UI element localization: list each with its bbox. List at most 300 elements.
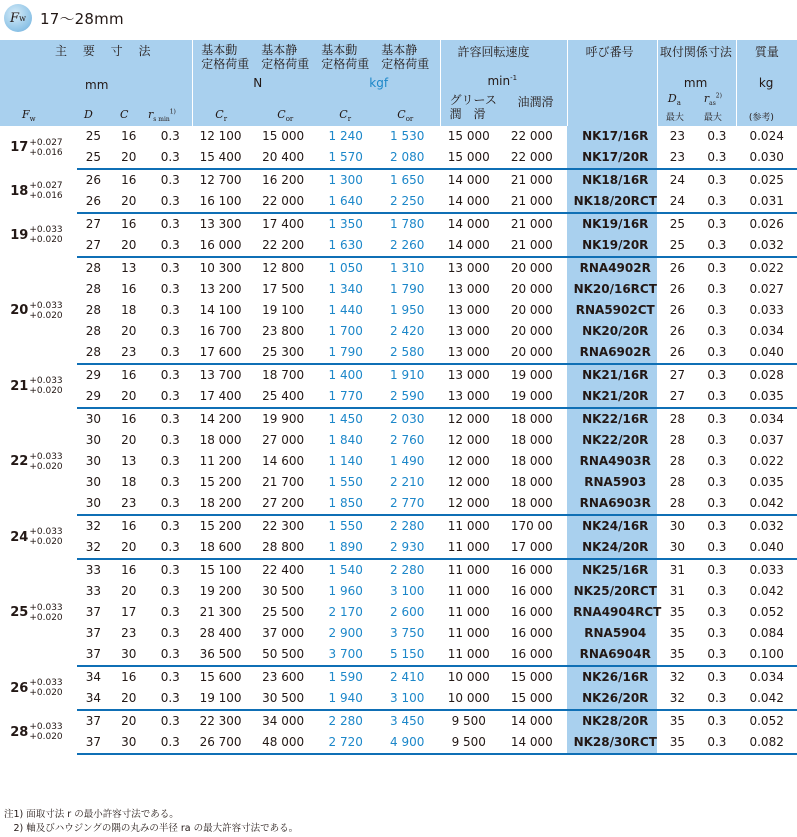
- cor-kgf-cell: 2 410: [390, 670, 425, 684]
- chamfer-cell: 0.3: [160, 368, 180, 382]
- outer-dia-cell: 28: [77, 342, 110, 364]
- designation-cell: RNA4904RCT: [567, 602, 657, 623]
- dyn2: 定格荷重: [201, 57, 250, 71]
- da-max-cell: 28: [669, 454, 686, 468]
- speed-oil-cell: 16 000: [510, 626, 553, 640]
- da-max-cell: 26: [669, 282, 686, 296]
- designation-cell: NK28/30RCT: [567, 732, 657, 754]
- outer-dia-cell: 37: [77, 644, 110, 666]
- fw-letter: F: [22, 108, 30, 121]
- mass-cell: 0.042: [736, 493, 797, 515]
- tol-upper: +0.033: [29, 602, 63, 613]
- da-max-cell: 26: [669, 324, 686, 338]
- width-cell: 20: [110, 147, 148, 169]
- width-cell: 20: [110, 235, 148, 257]
- speed-grease-cell: 12 000: [447, 454, 490, 468]
- tol-upper: +0.027: [29, 137, 63, 148]
- speed-oil-cell: 17 000: [503, 537, 568, 559]
- table-row: [0, 559, 797, 581]
- cor-kgf-cell: 3 750: [390, 626, 425, 640]
- outer-dia-cell: 37: [85, 626, 101, 640]
- speed-grease-cell: 13 000: [447, 282, 490, 296]
- designation-cell: NK17/20R: [567, 147, 657, 169]
- cor-n-cell: 22 200: [254, 235, 318, 257]
- ras-max-cell: 0.3: [697, 537, 736, 559]
- speed-grease-cell: 11 000: [447, 519, 490, 533]
- speed-oil-cell: 15 000: [510, 670, 553, 684]
- cr-kgf-cell: 1 840: [328, 433, 363, 447]
- fw-cell: [0, 126, 77, 169]
- ras-max-cell: 0.3: [707, 368, 727, 382]
- designation-cell: NK22/16R: [567, 408, 657, 430]
- cor-kgf-cell: 1 530: [390, 129, 425, 143]
- header-dyn-kgf: [321, 43, 369, 71]
- tol-lower: +0.016: [29, 191, 63, 201]
- footnote-2: 2) 軸及びハウジングの隅の丸みの半径 ra の最大許容寸法である。: [4, 823, 299, 834]
- outer-dia-cell: 34: [77, 688, 110, 710]
- ras-max-cell: 0.3: [707, 217, 727, 231]
- cr-n-cell: 13 700: [199, 368, 242, 382]
- width-cell: 23: [110, 493, 148, 515]
- width-cell: 20: [110, 191, 148, 213]
- outer-dia-cell: 29: [77, 386, 110, 408]
- cor-n-cell: 27 000: [262, 433, 305, 447]
- ras-max-cell: 0.3: [707, 584, 727, 598]
- speed-oil-cell: 19 000: [503, 386, 568, 408]
- mass-cell: 0.035: [736, 386, 797, 408]
- da-max-cell: 35: [669, 626, 686, 640]
- table-row: [0, 472, 797, 493]
- chamfer-cell: 0.3: [160, 563, 180, 577]
- tol-lower: +0.020: [29, 310, 63, 321]
- dyn1: 基本動: [201, 43, 238, 57]
- tol-lower: +0.020: [29, 537, 63, 547]
- table-row: [0, 213, 797, 235]
- fw-badge-letter: F: [10, 10, 20, 26]
- cor1-sub: or: [285, 115, 294, 124]
- speed-oil-cell: 16 000: [510, 584, 553, 598]
- tol-lower: +0.020: [29, 386, 63, 396]
- width-cell: 20: [110, 688, 148, 710]
- mass-cell: 0.033: [749, 303, 784, 317]
- speed-grease-cell: 9 500: [451, 714, 486, 728]
- cr-kgf-cell: 1 700: [328, 324, 363, 338]
- header-c-label: C: [120, 108, 129, 121]
- rs-note: 1): [169, 108, 176, 116]
- speed-oil-cell: 14 000: [510, 714, 553, 728]
- designation-cell: NK17/16R: [567, 126, 657, 147]
- table-row: [0, 602, 797, 623]
- cr-kgf-cell: 1 570: [318, 147, 380, 169]
- width-cell: 18: [121, 475, 137, 489]
- da-max-cell: 27: [657, 386, 697, 408]
- speed-grease-cell: 11 000: [447, 605, 490, 619]
- table-row: [0, 451, 797, 472]
- cr-kgf-cell: 1 540: [328, 563, 363, 577]
- ref-label: (参考): [748, 113, 774, 123]
- mount-label: 取付関係寸法: [659, 45, 732, 59]
- table-row: [0, 126, 797, 147]
- chamfer-cell: 0.3: [160, 324, 180, 338]
- outer-dia-cell: 28: [85, 261, 101, 275]
- cor-kgf-cell: 5 150: [379, 644, 441, 666]
- outer-dia-cell: 28: [85, 282, 101, 296]
- table-row: [0, 169, 797, 191]
- table-row: [0, 257, 797, 279]
- cor-n-cell: 23 600: [262, 670, 305, 684]
- cor-n-cell: 17 500: [262, 282, 305, 296]
- cor-kgf-cell: 3 450: [390, 714, 425, 728]
- tol-upper: +0.033: [29, 678, 63, 688]
- tol-lower: +0.020: [29, 235, 63, 245]
- fw-tolerance: [29, 376, 62, 396]
- cor-kgf-cell: 2 770: [379, 493, 441, 515]
- designation-cell: NK19/16R: [567, 213, 657, 235]
- sta2: 定格荷重: [261, 57, 310, 71]
- cr-n-cell: 16 000: [193, 235, 255, 257]
- ras-max-cell: 0.3: [707, 605, 727, 619]
- speed-grease-cell: 13 000: [447, 324, 490, 338]
- cr1: C: [215, 108, 224, 121]
- table-row: [0, 147, 797, 169]
- header-mm-label: mm: [85, 78, 109, 92]
- outer-dia-cell: 37: [77, 732, 110, 754]
- cor-n-cell: 19 900: [262, 412, 305, 426]
- fw-tolerance: [29, 678, 62, 698]
- speed-oil-cell: 21 000: [510, 217, 553, 231]
- cr-n-cell: 15 200: [199, 475, 242, 489]
- fw-value: 17: [10, 140, 29, 155]
- cor-n-cell: 14 600: [262, 454, 305, 468]
- cor-kgf-cell: 2 210: [390, 475, 425, 489]
- bore-range-title: 17〜28mm: [40, 9, 124, 28]
- cr-kgf-cell: 1 590: [328, 670, 363, 684]
- cor-kgf-cell: 4 900: [379, 732, 441, 754]
- table-row: [0, 300, 797, 321]
- designation-cell: NK26/16R: [567, 666, 657, 688]
- table-title: [4, 3, 124, 33]
- table-row: [0, 581, 797, 602]
- speed-oil-cell: 20 000: [503, 342, 568, 364]
- speed-oil-cell: 22 000: [503, 147, 568, 169]
- cor-kgf-cell: 1 910: [390, 368, 425, 382]
- ras: r: [703, 92, 710, 105]
- speed-grease-cell: 14 000: [447, 173, 490, 187]
- ras-max-cell: 0.3: [707, 626, 727, 640]
- designation-cell: RNA5902CT: [567, 300, 657, 321]
- speed-oil-cell: 15 000: [503, 688, 568, 710]
- speed-oil-cell: 22 000: [510, 129, 553, 143]
- width-cell: 13: [121, 261, 137, 275]
- width-cell: 18: [121, 303, 137, 317]
- tol-lower: +0.020: [29, 688, 63, 698]
- speed-grease-cell: 12 000: [447, 475, 490, 489]
- speed-grease-cell: 13 000: [441, 386, 503, 408]
- speed-oil-cell: 18 000: [510, 475, 553, 489]
- cr-kgf-cell: 2 720: [318, 732, 380, 754]
- cr-n-cell: 26 700: [193, 732, 255, 754]
- speed-grease-cell: 14 000: [441, 235, 503, 257]
- speed-oil-cell: 21 000: [503, 235, 568, 257]
- cor-kgf-cell: 1 310: [390, 261, 425, 275]
- designation-cell: RNA5903: [567, 472, 657, 493]
- dyn1b: 基本動: [321, 43, 358, 57]
- cor-n-cell: 18 700: [262, 368, 305, 382]
- ras-max-cell: 0.3: [707, 714, 727, 728]
- cr-n-cell: 16 100: [193, 191, 255, 213]
- speed-grease-cell: 12 000: [447, 412, 490, 426]
- mass-cell: 0.032: [736, 235, 797, 257]
- header-d-label: D: [84, 108, 93, 121]
- chamfer-cell: 0.3: [160, 519, 180, 533]
- fw-cell: [0, 169, 77, 213]
- cor-kgf-cell: 1 490: [390, 454, 425, 468]
- header-cr-n: [215, 108, 227, 123]
- outer-dia-cell: 33: [85, 563, 101, 577]
- unit-kgf-label: kgf: [369, 76, 389, 90]
- header-cr-kgf: [339, 108, 351, 123]
- cor-n-cell: 27 200: [254, 493, 318, 515]
- fw-tolerance: [29, 603, 62, 623]
- fw-value: 24: [10, 529, 29, 545]
- chamfer-cell: 0.3: [148, 732, 193, 754]
- cr-n-cell: 18 600: [193, 537, 255, 559]
- cr-n-cell: 19 100: [193, 688, 255, 710]
- ras-max-cell: 0.3: [707, 261, 727, 275]
- ras-max-cell: 0.3: [707, 433, 727, 447]
- speed-oil-cell: 18 000: [510, 412, 553, 426]
- mass-cell: 0.033: [749, 563, 784, 577]
- kg-label: kg: [758, 76, 774, 90]
- ras-max-cell: 0.3: [697, 688, 736, 710]
- cor-kgf-cell: 3 100: [390, 584, 425, 598]
- cr-n-cell: 14 200: [199, 412, 242, 426]
- speed-grease-cell: 9 500: [441, 732, 503, 754]
- mass-cell: 0.034: [749, 324, 784, 338]
- header-ras: [704, 92, 722, 107]
- cor-kgf-cell: 2 600: [390, 605, 425, 619]
- da-max-cell: 30: [669, 519, 686, 533]
- outer-dia-cell: 26: [77, 191, 110, 213]
- cor-n-cell: 30 500: [254, 688, 318, 710]
- ras-max-cell: 0.3: [707, 303, 727, 317]
- ras-max-cell: 0.3: [707, 324, 727, 338]
- fw-value: 19: [10, 227, 29, 243]
- table-row: [0, 732, 797, 754]
- speed-label: 許容回転速度: [457, 45, 530, 59]
- speed-oil-cell: 16 000: [503, 644, 568, 666]
- chamfer-cell: 0.3: [160, 670, 180, 684]
- cor1: C: [277, 108, 286, 121]
- designation-cell: NK20/16RCT: [567, 279, 657, 300]
- ras-max-cell: 0.3: [707, 173, 727, 187]
- designation-cell: NK24/16R: [567, 515, 657, 537]
- chamfer-cell: 0.3: [160, 475, 180, 489]
- mass-cell: 0.034: [749, 670, 784, 684]
- fw-tolerance: [29, 527, 62, 547]
- chamfer-cell: 0.3: [160, 217, 180, 231]
- outer-dia-cell: 32: [77, 537, 110, 559]
- cor-n-cell: 22 000: [254, 191, 318, 213]
- cor-n-cell: 37 000: [262, 626, 305, 640]
- designation-cell: NK18/20RCT: [567, 191, 657, 213]
- outer-dia-cell: 28: [85, 303, 101, 317]
- cr-n-cell: 15 100: [199, 563, 242, 577]
- cor-kgf-cell: 2 280: [390, 563, 425, 577]
- cor-n-cell: 30 500: [262, 584, 305, 598]
- designation-cell: RNA6902R: [567, 342, 657, 364]
- cr-kgf-cell: 1 790: [318, 342, 380, 364]
- sta2b: 定格荷重: [381, 57, 430, 71]
- da-max-cell: 23: [669, 129, 686, 143]
- fw-sub: w: [29, 115, 36, 124]
- ras-max-cell: 0.3: [697, 493, 736, 515]
- ras-max-cell: 0.3: [697, 732, 736, 754]
- cr-kgf-cell: 1 340: [328, 282, 363, 296]
- table-row: [0, 321, 797, 342]
- cr-kgf-cell: 3 700: [318, 644, 380, 666]
- designation-cell: NK19/20R: [567, 235, 657, 257]
- cr-n-cell: 16 700: [199, 324, 242, 338]
- outer-dia-cell: 33: [85, 584, 101, 598]
- speed-oil-cell: 20 000: [510, 282, 553, 296]
- mass-cell: 0.027: [749, 282, 784, 296]
- cor-n-cell: 12 800: [262, 261, 305, 275]
- width-cell: 16: [121, 282, 137, 296]
- ras-max-cell: 0.3: [707, 519, 727, 533]
- tol-upper: +0.033: [29, 225, 63, 235]
- width-cell: 20: [110, 537, 148, 559]
- chamfer-cell: 0.3: [148, 493, 193, 515]
- cor-n-cell: 28 800: [254, 537, 318, 559]
- width-cell: 16: [121, 217, 137, 231]
- designation-cell: NK21/20R: [567, 386, 657, 408]
- width-cell: 23: [121, 626, 137, 640]
- bearing-spec-table: [0, 40, 797, 755]
- chamfer-cell: 0.3: [148, 191, 193, 213]
- table-row: [0, 644, 797, 666]
- speed-grease-cell: 11 000: [447, 584, 490, 598]
- cor-n-cell: 20 400: [254, 147, 318, 169]
- designation-cell: NK21/16R: [567, 364, 657, 386]
- da-max-cell: 30: [657, 537, 697, 559]
- outer-dia-cell: 25: [77, 147, 110, 169]
- chamfer-cell: 0.3: [160, 433, 180, 447]
- header-da: [668, 92, 681, 107]
- tol-lower: +0.020: [29, 612, 63, 623]
- outer-dia-cell: 27: [77, 235, 110, 257]
- cr-n-cell: 18 200: [193, 493, 255, 515]
- cr-n-cell: 22 300: [199, 714, 242, 728]
- cor-n-cell: 22 400: [262, 563, 305, 577]
- width-cell: 16: [121, 519, 137, 533]
- sta1: 基本静: [261, 43, 298, 57]
- cr-kgf-cell: 2 170: [328, 605, 363, 619]
- ras-max-cell: 0.3: [707, 475, 727, 489]
- designation-cell: RNA4903R: [567, 451, 657, 472]
- cor-n-cell: 17 400: [262, 217, 305, 231]
- rs-sub: s min: [153, 116, 170, 124]
- chamfer-cell: 0.3: [148, 688, 193, 710]
- speed-grease-cell: 15 000: [441, 147, 503, 169]
- ras-max-cell: 0.3: [697, 235, 736, 257]
- fw-value: 26: [10, 680, 29, 696]
- designation-cell: NK24/20R: [567, 537, 657, 559]
- cr-kgf-cell: 1 940: [318, 688, 380, 710]
- designation-cell: RNA6903R: [567, 493, 657, 515]
- mass-label: 質量: [754, 45, 779, 59]
- ras-max-cell: 0.3: [697, 342, 736, 364]
- da-max-cell: 25: [657, 235, 697, 257]
- fw-tolerance: [29, 138, 62, 158]
- mass-cell: 0.040: [736, 342, 797, 364]
- designation-cell: NK25/16R: [567, 559, 657, 581]
- grease-label: [449, 93, 496, 121]
- header-fw-label: [22, 108, 36, 123]
- cr-kgf-cell: 1 960: [328, 584, 363, 598]
- chamfer-cell: 0.3: [160, 584, 180, 598]
- da-max-cell: 26: [669, 261, 686, 275]
- chamfer-cell: 0.3: [160, 626, 180, 640]
- outer-dia-cell: 30: [85, 454, 101, 468]
- chamfer-cell: 0.3: [160, 173, 180, 187]
- cr-kgf-cell: 1 890: [318, 537, 380, 559]
- ras-max-cell: 0.3: [697, 644, 736, 666]
- header-designation: [568, 40, 657, 126]
- chamfer-cell: 0.3: [148, 644, 193, 666]
- fw-symbol-badge: [4, 4, 32, 32]
- outer-dia-cell: 30: [77, 493, 110, 515]
- cor-kgf-cell: 2 580: [379, 342, 441, 364]
- ras-sub: as: [709, 100, 716, 108]
- speed-unit-sup: -1: [510, 74, 518, 82]
- mass-cell: 0.025: [749, 173, 784, 187]
- table-row: [0, 342, 797, 364]
- outer-dia-cell: 27: [85, 217, 101, 231]
- speed-oil-cell: 18 000: [510, 433, 553, 447]
- da-max-cell: 28: [669, 433, 686, 447]
- da-max-cell: 28: [669, 475, 686, 489]
- table-row: [0, 364, 797, 386]
- cr2: C: [339, 108, 348, 121]
- mass-cell: 0.030: [736, 147, 797, 169]
- cr-n-cell: 11 200: [199, 454, 242, 468]
- speed-grease-cell: 10 000: [447, 670, 490, 684]
- fw-cell: [0, 666, 77, 710]
- speed-oil-cell: 170 00: [510, 519, 553, 533]
- speed-grease-cell: 13 000: [447, 368, 490, 382]
- speed-oil-cell: 20 000: [510, 324, 553, 338]
- tol-upper: +0.033: [29, 527, 63, 537]
- outer-dia-cell: 30: [85, 412, 101, 426]
- outer-dia-cell: 30: [85, 433, 101, 447]
- width-cell: 13: [121, 454, 137, 468]
- outer-dia-cell: 30: [85, 475, 101, 489]
- width-cell: 30: [110, 732, 148, 754]
- tol-upper: +0.033: [29, 376, 63, 386]
- speed-unit-text: min: [487, 74, 511, 88]
- cr-n-cell: 15 600: [199, 670, 242, 684]
- chamfer-cell: 0.3: [148, 537, 193, 559]
- cor-kgf-cell: 2 030: [390, 412, 425, 426]
- da-max-cell: 35: [669, 605, 686, 619]
- ras-max-cell: 0.3: [697, 147, 736, 169]
- fw-cell: [0, 364, 77, 408]
- tol-lower: +0.016: [29, 147, 63, 158]
- fw-tolerance: [29, 181, 62, 201]
- cor-kgf-cell: 1 650: [390, 173, 425, 187]
- chamfer-cell: 0.3: [148, 386, 193, 408]
